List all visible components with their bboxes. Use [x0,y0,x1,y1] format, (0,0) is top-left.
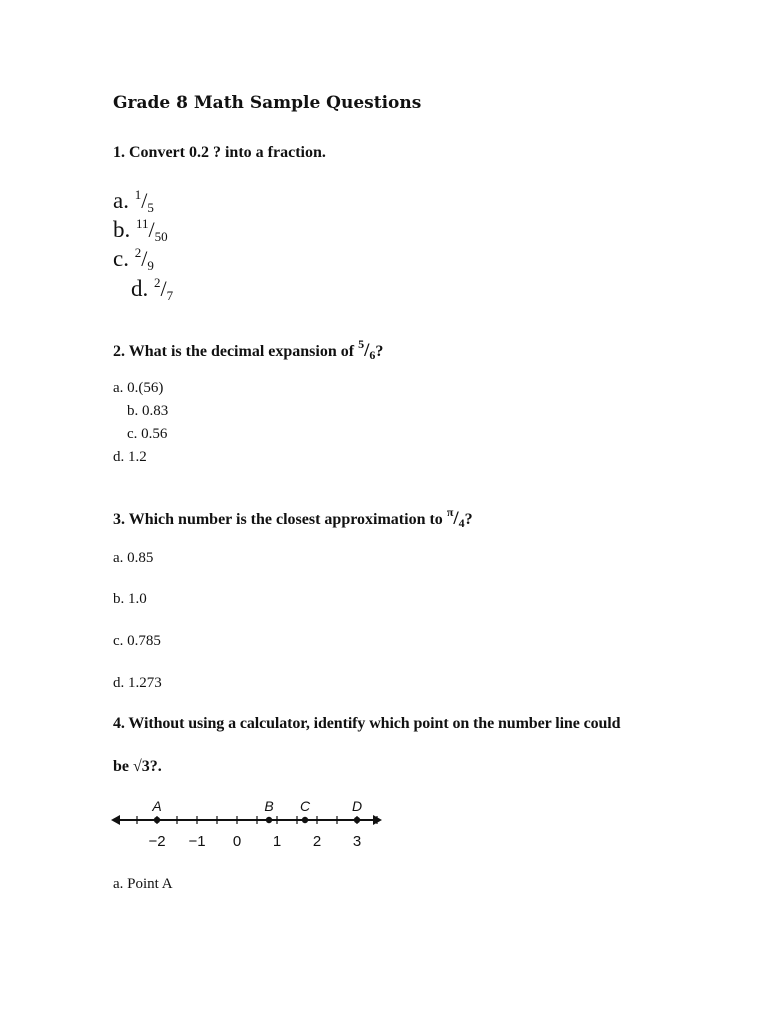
point-label: A [152,798,162,814]
question-3-text: 3. Which number is the closest approximation to $^\pi$/4? [113,505,473,530]
tick-label: 2 [312,833,322,850]
q3-option-c: c. 0.785 [113,633,161,649]
fraction-denominator: 5 [147,200,154,215]
q3-option-a: a. 0.85 [113,550,154,566]
point-marker [154,817,160,823]
question-2-prefix: 2. What is the decimal expansion of [113,343,359,360]
q1-option-c: c. $^2/_9$ [113,245,154,273]
number-line [105,792,395,854]
fraction-denominator: 6 [369,348,376,362]
q2-option-d: d. 1.2 [113,449,147,465]
question-2-text: 2. What is the decimal expansion of $^5$/6? [113,337,384,362]
q2-option-c: c. 0.56 [127,426,168,442]
q2-option-b: b. 0.83 [127,403,169,419]
fraction-denominator: 9 [147,258,154,273]
tick-label: 0 [232,833,242,850]
q1-option-d: d. $^2/_7$ [131,275,174,303]
option-letter: c. [113,246,129,271]
question-3-prefix: 3. Which number is the closest approximation to [113,511,447,528]
fraction-denominator: 50 [154,229,168,244]
page-title: Grade 8 Math Sample Questions [113,93,422,113]
tick-label: −2 [148,833,166,850]
tick-label: 3 [352,833,362,850]
option-letter: a. [113,188,129,213]
tick-label: 1 [272,833,282,850]
question-4-line-1: 4. Without using a calculator, identify which point on the number line could [113,715,621,732]
tick-label: −1 [188,833,206,850]
point-label: C [299,798,311,814]
question-4-line-2: be √3?. [113,758,162,775]
q1-option-b: b. $^{11}/_{50}$ [113,216,168,244]
fraction-denominator: 7 [166,288,174,303]
point-label: D [351,798,363,814]
point-marker [302,817,308,823]
fraction-numerator: 11 [136,216,149,231]
q3-option-d: d. 1.273 [113,675,162,691]
fraction-numerator: 5 [358,337,365,351]
point-label: B [264,798,274,814]
fraction-numerator: π [446,505,454,519]
question-3-suffix: ? [464,511,473,528]
q1-option-a: a. $^1/_5$ [113,187,154,215]
q3-option-b: b. 1.0 [113,591,147,607]
q4-option-a: a. Point A [113,876,173,892]
point-marker [354,817,360,823]
question-2-suffix: ? [375,343,384,360]
q2-option-a: a. 0.(56) [113,380,164,396]
fraction-denominator: 4 [458,516,465,530]
left-arrow-icon [111,815,120,825]
question-1-text: 1. Convert 0.2 ? into a fraction. [113,144,326,161]
option-letter: d. [131,276,149,301]
fraction-numerator: 1 [134,187,142,202]
fraction-numerator: 2 [154,275,161,290]
fraction-numerator: 2 [134,245,142,260]
option-letter: b. [113,217,131,242]
point-marker [266,817,272,823]
